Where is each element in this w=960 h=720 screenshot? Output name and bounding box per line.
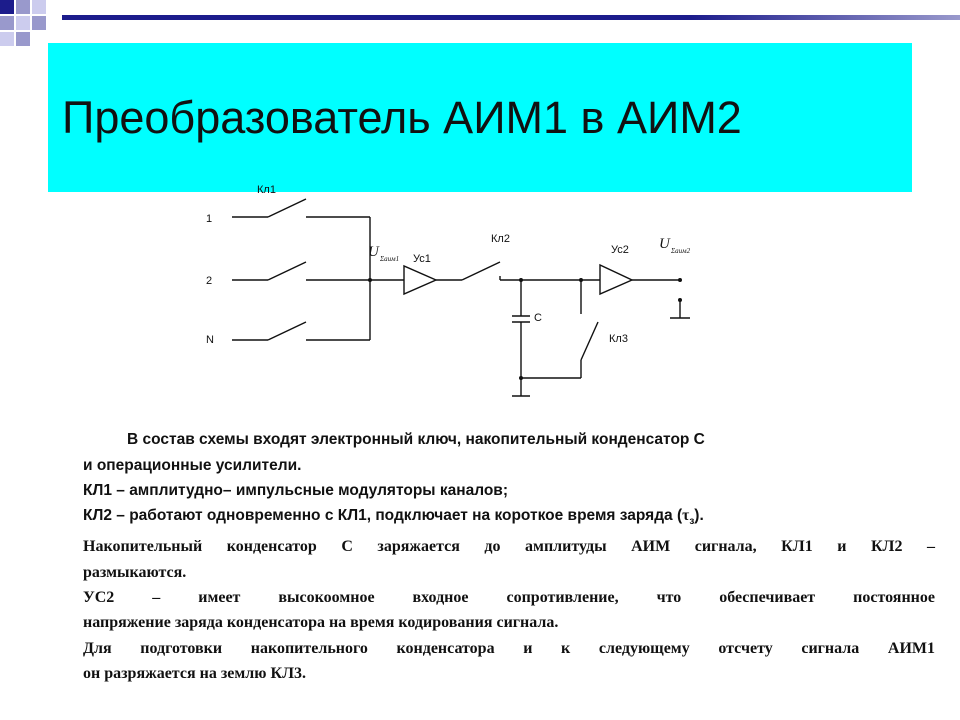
label-kl1: Кл1: [257, 184, 276, 196]
label-kl3: Кл3: [609, 333, 628, 345]
paragraph-4-line-1: Накопительный конденсатор С заряжается до амплитуды АИМ сигнала, КЛ1 и КЛ2 –: [83, 538, 935, 555]
label-us1: Ус1: [413, 253, 431, 265]
label-u-aim2-sub: Σаим2: [671, 247, 691, 255]
paragraph-6-line-1: Для подготовки накопительного конденсатора и к следующему отсчету сигнала АИМ1: [83, 640, 935, 657]
label-u-aim1: U: [368, 244, 379, 260]
paragraph-1-line-1: В состав схемы входят электронный ключ, накопительный конденсатор С: [127, 431, 705, 448]
slide-title: Преобразователь АИМ1 в АИМ2: [62, 92, 742, 143]
paragraph-5-line-2: напряжение заряда конденсатора на время кодирования сигнала.: [83, 614, 559, 631]
label-input-1: 1: [206, 213, 213, 225]
label-input-n: N: [206, 334, 214, 346]
paragraph-1-line-2: и операционные усилители.: [83, 457, 302, 474]
paragraph-5-line-1: УС2 – имеет высокоомное входное сопротивление, что обеспечивает постоянное: [83, 589, 935, 606]
tau-subscript: з: [689, 516, 695, 528]
label-us2: Ус2: [611, 244, 629, 256]
label-u-aim1-sub: Σаим1: [380, 255, 400, 263]
label-kl2: Кл2: [491, 233, 510, 245]
label-capacitor: C: [534, 312, 542, 324]
paragraph-6-line-2: он разряжается на землю КЛ3.: [83, 665, 306, 682]
paragraph-3-end: ).: [694, 507, 704, 524]
paragraph-3: [83, 507, 704, 527]
label-u-aim2: U: [659, 236, 670, 252]
tau-symbol: τ: [682, 507, 690, 524]
paragraph-2: КЛ1 – амплитудно– импульсные модуляторы каналов;: [83, 482, 509, 499]
label-input-2: 2: [206, 275, 213, 287]
paragraph-4-line-2: размыкаются.: [83, 564, 187, 581]
paragraph-3-main: КЛ2 – работают одновременно с КЛ1, подключает на короткое время заряда (: [83, 507, 683, 524]
